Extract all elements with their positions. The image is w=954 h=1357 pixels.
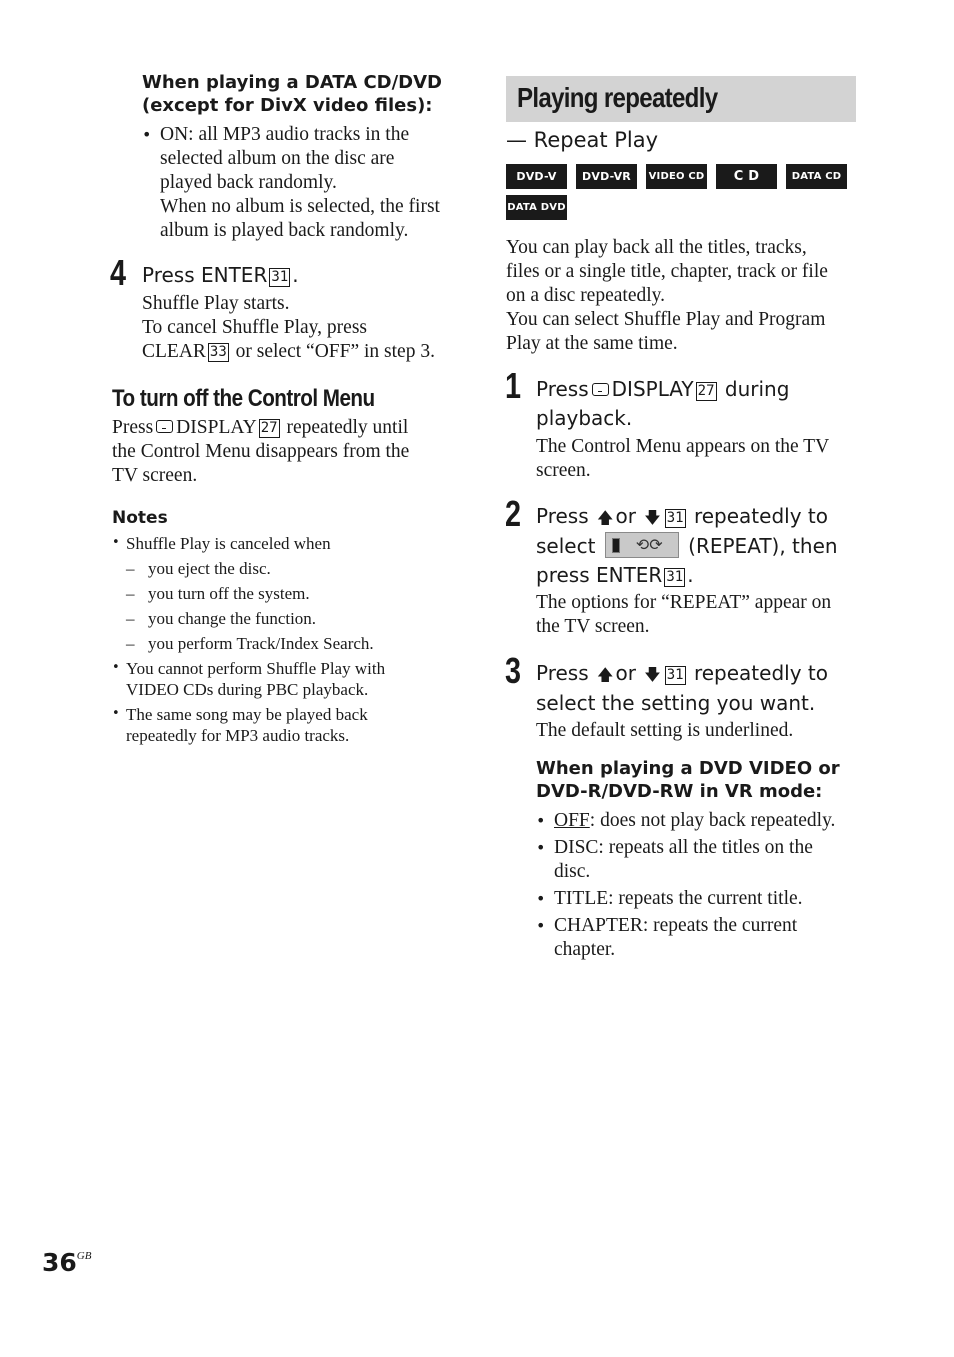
bullet-icon: • [536,916,546,935]
on-option-bullet: • ON: all MP3 audio tracks in the selected album on the disc are played back randomly. When no album is selected, the first album is played back randomly. [142,124,440,241]
display-key-ref: 27 [697,383,715,399]
option-chapter: • CHAPTER: repeats the current chapter. [536,915,798,960]
bullet-icon: • [142,125,152,144]
repeat-icon: ⟲⟳ [605,532,679,558]
note-dash-item: – you turn off the system. [126,584,310,603]
note-dash-item: – you perform Track/Index Search. [126,634,374,653]
notes-list: • Shuffle Play is canceled when – you eject the disc. – you turn off the system. – you change the function. – you perform Track/Index Search. • You cannot perform Shuffle Play with VIDEO CDs during PBC playback. • The same song may be played back repeatedly for MP3 audio tracks. [112,533,452,746]
bullet-icon: • [112,535,120,550]
data-cd-heading: When playing a DATA CD/DVD (except for DivX video files): [142,72,442,116]
option-title: • TITLE: repeats the current title. [536,888,803,909]
down-arrow-icon: 🡇 [644,508,661,527]
badge-video-cd: VIDEO CD [646,164,707,189]
section-title-bar [506,76,856,122]
dvd-video-heading: When playing a DVD VIDEO or DVD-R/DVD-RW in VR mode: [536,758,840,802]
step-1-number: 1 [505,365,522,406]
bullet-icon: • [112,660,120,675]
step-4-number: 4 [110,252,127,293]
step-2-heading: Press 🡅 or 🡇 31 repeatedly to select ⟲⟳ (REPEAT), then press ENTER 31 . [536,504,838,587]
display-icon [156,420,173,433]
clear-key-ref: 33 [209,344,227,360]
step-3-heading: Press 🡅 or 🡇 31 repeatedly to select the setting you want. [536,661,828,715]
step-4-heading: Press ENTER 31 . [142,263,299,287]
step-1-body: The Control Menu appears on the TV screen. [536,436,830,481]
display-key-ref: 27 [260,420,278,436]
intro-paragraph: You can play back all the titles, tracks, files or a single title, chapter, track or file on a disc repeatedly. You can select Shuffle Play and Program Play at the same time. [506,237,828,354]
badge-data-dvd: DATA DVD [506,195,567,220]
arrow-key-ref: 31 [666,510,684,526]
repeat-options-list [536,809,866,962]
up-arrow-icon: 🡅 [597,665,614,684]
badge-dvd-vr: DVD-VR [576,164,637,189]
option-off: • OFF: does not play back repeatedly. [536,810,836,831]
note-dash-item: – you eject the disc. [126,559,271,578]
step-2-body: The options for “REPEAT” appear on the TV screen. [536,592,832,637]
bullet-icon: • [536,811,546,830]
enter-key-ref: 31 [666,569,684,585]
up-arrow-icon: 🡅 [597,508,614,527]
notes-heading: Notes [112,508,168,528]
arrow-key-ref: 31 [666,667,684,683]
step-2-number: 2 [505,493,522,534]
badge-dvd-v: DVD-V [506,164,567,189]
control-menu-heading: To turn off the Control Menu [112,385,375,412]
control-menu-body: Press DISPLAY 27 repeatedly until the Control Menu disappears from the TV screen. [112,417,410,486]
step-3-body: The default setting is underlined. [536,720,794,741]
step-1-heading: Press DISPLAY 27 during playback. [536,377,790,430]
section-subtitle: — Repeat Play [506,128,659,152]
badge-data-cd: DATA CD [786,164,847,189]
display-icon [592,383,609,396]
enter-key-ref: 31 [271,269,289,285]
badge-cd: C D [716,164,777,189]
step-3-number: 3 [505,650,522,691]
note-dash-item: – you change the function. [126,609,317,628]
bullet-icon: • [112,706,120,721]
step-4-body: Shuffle Play starts. To cancel Shuffle Play, press CLEAR 33 or select “OFF” in step 3. [142,293,435,362]
page-number: $36^{GB}$ [42,1248,92,1277]
down-arrow-icon: 🡇 [644,665,661,684]
bullet-icon: • [536,889,546,908]
bullet-icon: • [536,838,546,857]
option-disc: • DISC: repeats all the titles on the disc. [536,837,813,882]
section-title: Playing repeatedly [517,82,718,113]
